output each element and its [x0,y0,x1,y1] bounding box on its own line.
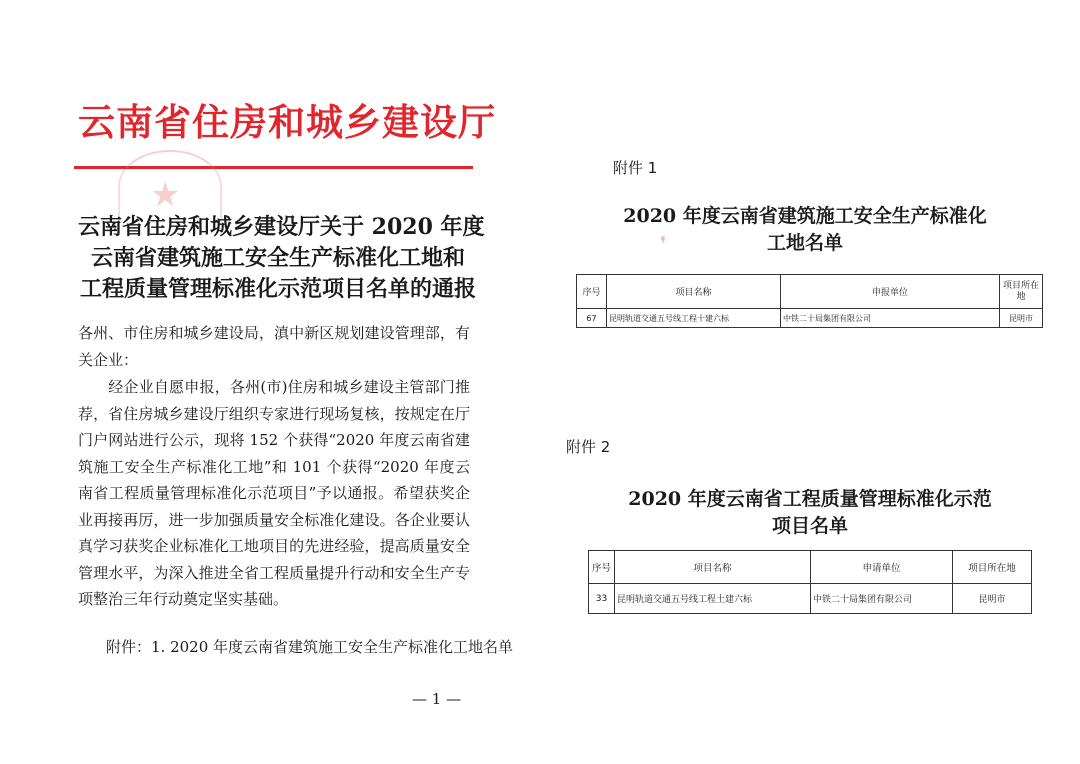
letterhead: 云南省住房和城乡建设厅 [78,100,496,144]
attachment-reference: 附件：1. 2020 年度云南省建筑施工安全生产标准化工地名单 [106,638,514,656]
table-header-row [589,551,1032,584]
col-header-index: 序号 [589,551,615,584]
attachment2-title [610,486,1010,540]
salutation: 各州、市住房和城乡建设局，滇中新区规划建设管理部，有关企业： [78,324,470,369]
notice-body [78,374,470,613]
col-header-project: 项目名称 [615,551,811,584]
cell-project: 昆明轨道交通五号线工程十建六标 [607,309,781,328]
notice-body-text: 经企业自愿申报，各州(市)住房和城乡建设主管部门推荐，省住房城乡建设厅组织专家进行现场复核，按规定在厅门户网站进行公示，现将 152 个获得“2020 年度云南省建筑施工安全生产标准化工地”和 101 个获得“2020 年度云南省工程质量管理标准化示范项目”予以通报。希望获奖企业再接再厉，进一步加强质量安全标准化建设。各企业要认真学习获奖企业标准化工地项目的先进经验，提高质量安全管理水平，为深入推进全省工程质量提升行动和安全生产专项整治三年行动奠定坚实基础。 [78,378,470,608]
cell-index: 67 [577,309,607,328]
notice-title-line: 云南省建筑施工安全生产标准化工地和 [90,245,465,271]
notice-title [78,212,485,305]
table-row [577,309,1043,328]
col-header-location: 项目所在地 [953,551,1032,584]
attachment1-label: 附件 1 [613,159,658,177]
notice-title-line: 云南省住房和城乡建设厅关于 2020 年度 [78,214,485,240]
cell-project: 昆明轨道交通五号线工程土建六标 [615,584,811,614]
col-header-location: 项目所在地 [1000,275,1043,309]
cell-index: 33 [589,584,615,614]
col-header-project: 项目名称 [607,275,781,309]
attachment2-title-line: 项目名单 [771,515,848,537]
cell-unit: 中铁二十局集团有限公司 [811,584,953,614]
notice-title-line: 工程质量管理标准化示范项目名单的通报 [79,276,476,302]
page-number: — 1 — [412,690,462,708]
col-header-unit: 申报单位 [781,275,1000,309]
col-header-unit: 申请单位 [811,551,953,584]
attachment2-title-line: 2020 年度云南省工程质量管理标准化示范 [628,488,992,510]
table-row [589,584,1032,614]
seal-star-icon: ★ [150,175,181,215]
cell-location: 昆明市 [1000,309,1043,328]
attachment1-table [576,274,1043,328]
attachment1-title-line: 工地名单 [766,232,843,254]
cell-unit: 中铁二十局集团有限公司 [781,309,1000,328]
col-header-index: 序号 [577,275,607,309]
cell-location: 昆明市 [953,584,1032,614]
attachment2-table [588,550,1032,614]
attachment1-title-line: 2020 年度云南省建筑施工安全生产标准化 [623,205,987,227]
table-header-row [577,275,1043,309]
seal-mark: ❜ [660,232,667,256]
attachment2-label: 附件 2 [566,438,611,456]
